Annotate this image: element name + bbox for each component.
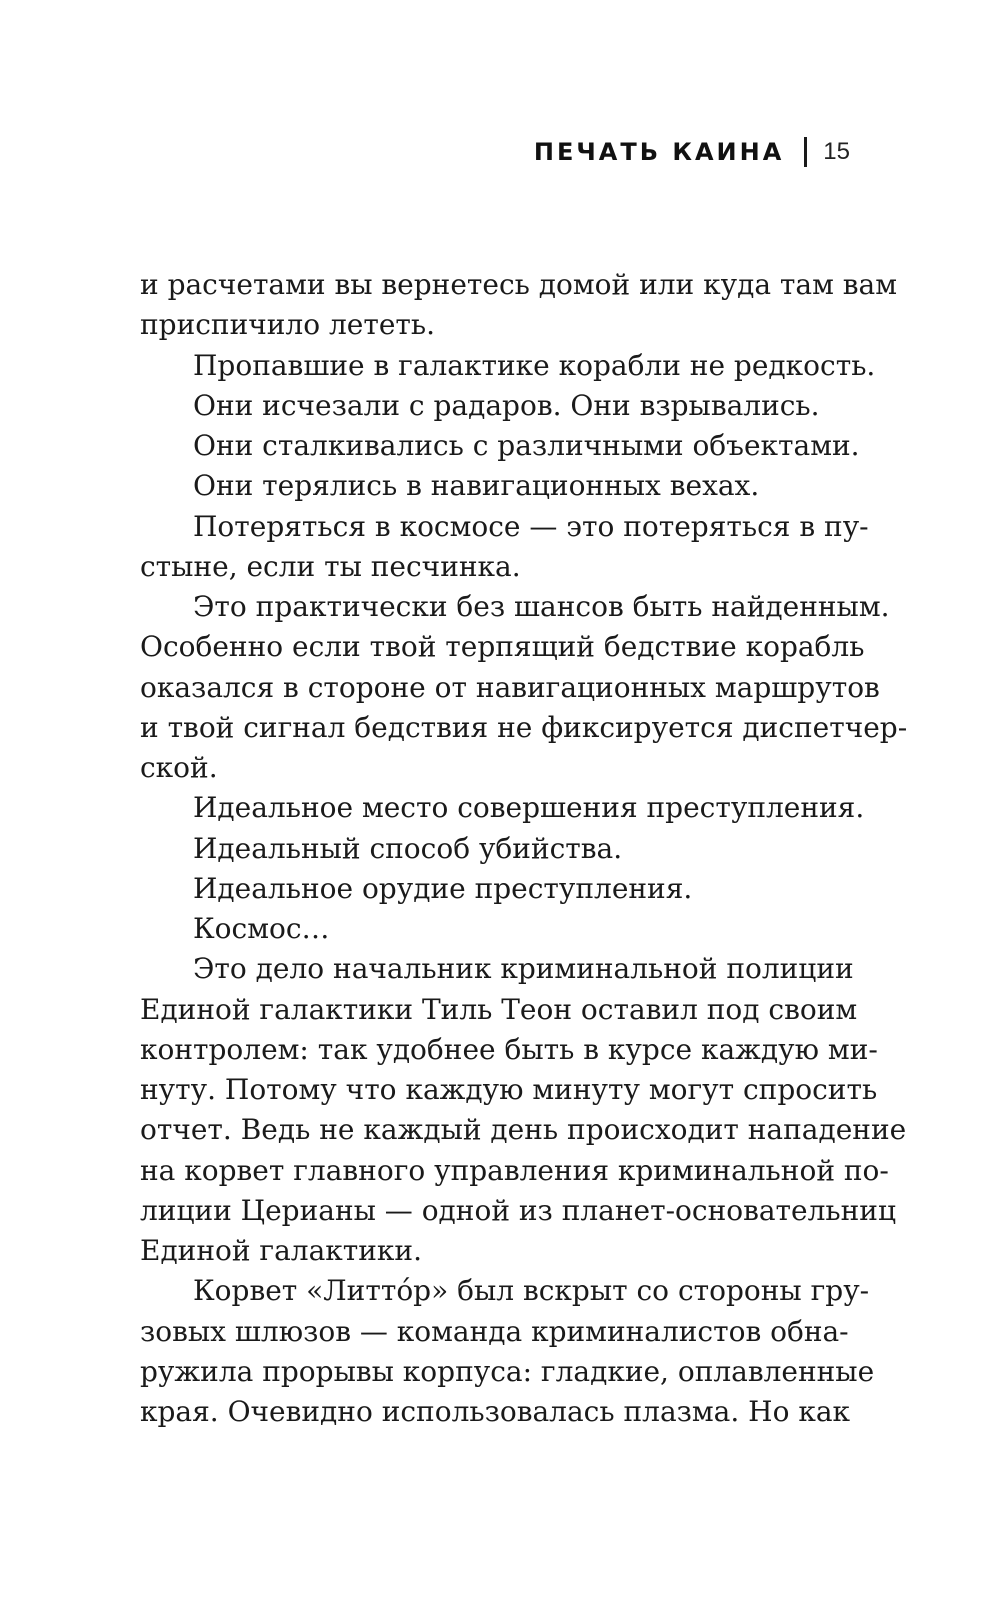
text-line: стыне, если ты песчинка.: [140, 549, 521, 583]
text-line: ской.: [140, 751, 218, 784]
text-line: Единой галактики Тиль Теон оставил под своим: [140, 992, 858, 1026]
text-line: Особенно если твой терпящий бедствие корабль: [140, 630, 865, 664]
text-line: Они исчезали с радаров. Они взрывались.: [193, 388, 820, 422]
text-line: Корвет «Литто́р» был вскрыт со стороны гру-: [193, 1274, 870, 1308]
body-text: [140, 265, 908, 1432]
text-line: Это практически без шансов быть найденным.: [193, 590, 890, 623]
text-line: Это дело начальник криминальной полиции: [193, 952, 854, 986]
text-line: контролем: так удобнее быть в курсе каждую ми-: [140, 1032, 878, 1066]
text-line: Космос…: [193, 912, 330, 945]
text-line: оказался в стороне от навигационных маршрутов: [140, 670, 880, 704]
running-head: [534, 132, 850, 172]
text-line: Идеальное место совершения преступления.: [193, 791, 865, 825]
text-line: Пропавшие в галактике корабли не редкость.: [193, 348, 876, 382]
text-line: отчет. Ведь не каждый день происходит нападение: [140, 1113, 907, 1147]
text-line: зовых шлюзов — команда криминалистов обна-: [140, 1314, 849, 1348]
header-divider: [804, 137, 807, 167]
page-number: 15: [823, 138, 850, 165]
text-line: Они сталкивались с различными объектами.: [193, 429, 860, 462]
book-title: ПЕЧАТЬ КАИНА: [533, 138, 785, 166]
text-line: края. Очевидно использовалась плазма. Но как: [140, 1395, 851, 1428]
text-line: нуту. Потому что каждую минуту могут спросить: [140, 1073, 878, 1106]
text-line: Идеальное орудие преступления.: [193, 871, 693, 905]
text-line: Потеряться в космосе — это потеряться в пу-: [193, 509, 869, 543]
text-line: на корвет главного управления криминальной по-: [140, 1153, 889, 1187]
text-line: и расчетами вы вернетесь домой или куда там вам: [140, 268, 898, 301]
text-line: Идеальный способ убийства.: [193, 831, 623, 865]
text-line: Они терялись в навигационных вехах.: [193, 469, 760, 503]
text-line: ружила прорывы корпуса: гладкие, оплавленные: [140, 1354, 875, 1388]
text-line: и твой сигнал бедствия не фиксируется диспетчер-: [140, 710, 908, 744]
text-line: приспичило лететь.: [140, 308, 436, 342]
text-line: Единой галактики.: [140, 1234, 422, 1267]
text-line: лиции Церианы — одной из планет-основательниц: [140, 1193, 896, 1227]
